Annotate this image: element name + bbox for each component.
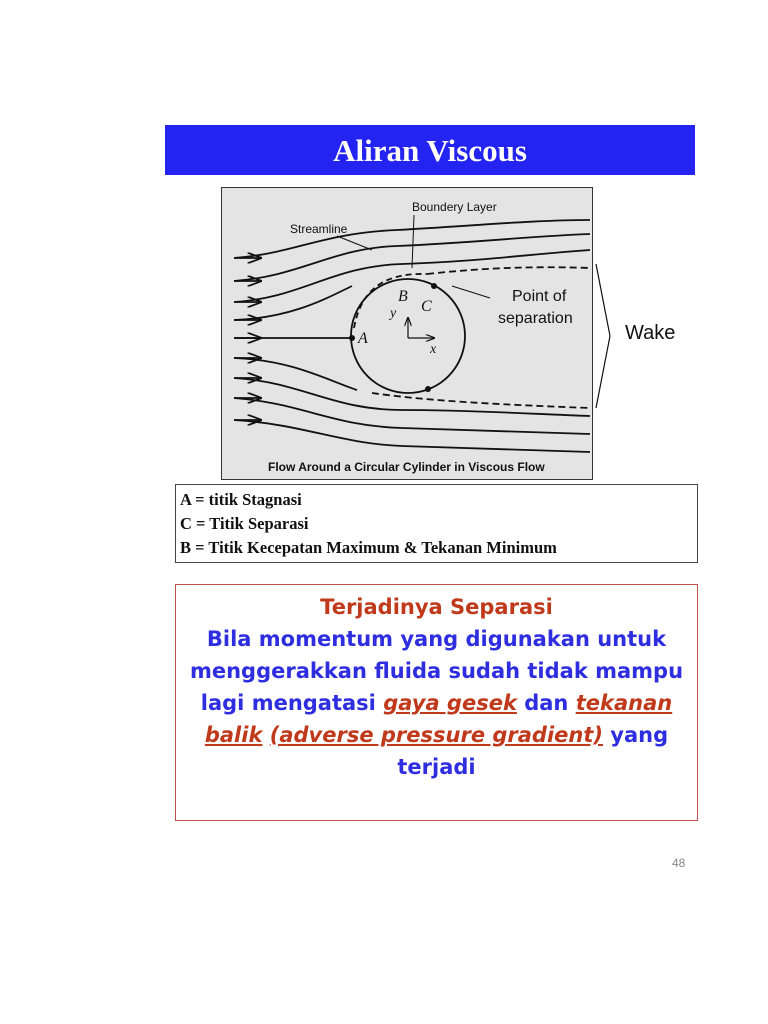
separation-point (431, 283, 437, 289)
legend-item-a: A = titik Stagnasi (180, 490, 302, 509)
figure-caption: Flow Around a Circular Cylinder in Viscous Flow (268, 460, 545, 474)
streamline-label: Streamline (290, 222, 348, 236)
point-b-label: B (398, 288, 408, 305)
streamline (234, 378, 590, 416)
separation-label-line1: Point of (512, 288, 567, 305)
streamline (234, 220, 590, 258)
x-axis-label: x (430, 342, 437, 357)
page-number: 48 (672, 856, 686, 870)
streamline (234, 358, 357, 390)
legend-item-c: C = Titik Separasi (180, 514, 309, 533)
separation-body (188, 623, 685, 783)
legend-item-b: B = Titik Kecepatan Maximum & Tekanan Minimum (180, 538, 557, 557)
point-a-label: A (358, 330, 368, 347)
flow-diagram-graphic (222, 188, 594, 481)
wake-boundary-lower (372, 393, 590, 408)
separation-text-1: Bila momentum yang digunakan untuk menggerakkan fluida sudah tidak mampu lagi mengatasi (189, 627, 684, 715)
separation-explanation-box (175, 584, 698, 821)
separation-text-4: yang terjadi (397, 723, 669, 779)
y-axis-label: y (390, 306, 397, 321)
wake-boundary-upper (427, 267, 590, 274)
boundary-leader (412, 215, 414, 268)
streamline (234, 398, 590, 434)
boundary-layer-label: Boundery Layer (412, 200, 497, 214)
point-c-label: C (421, 298, 432, 315)
flow-diagram (221, 187, 593, 480)
separation-label-line2: separation (498, 310, 573, 327)
streamline (234, 420, 590, 452)
highlight-adverse-pressure: (adverse pressure gradient) (269, 723, 603, 747)
separation-heading: Terjadinya Separasi (320, 595, 553, 619)
streamline-leader (337, 236, 372, 250)
separation-leader (452, 286, 490, 298)
wake-bracket (592, 262, 616, 410)
legend-box (175, 484, 698, 563)
separation-text-3 (262, 723, 269, 747)
separation-text-2: dan (516, 691, 576, 715)
stagnation-point (349, 335, 355, 341)
highlight-gaya-gesek: gaya gesek (383, 691, 517, 715)
lower-point (425, 386, 431, 392)
highlight-tekanan-balik: tekanan balik (204, 691, 673, 747)
slide-title: Aliran Viscous (165, 125, 695, 175)
wake-label: Wake (625, 322, 676, 344)
